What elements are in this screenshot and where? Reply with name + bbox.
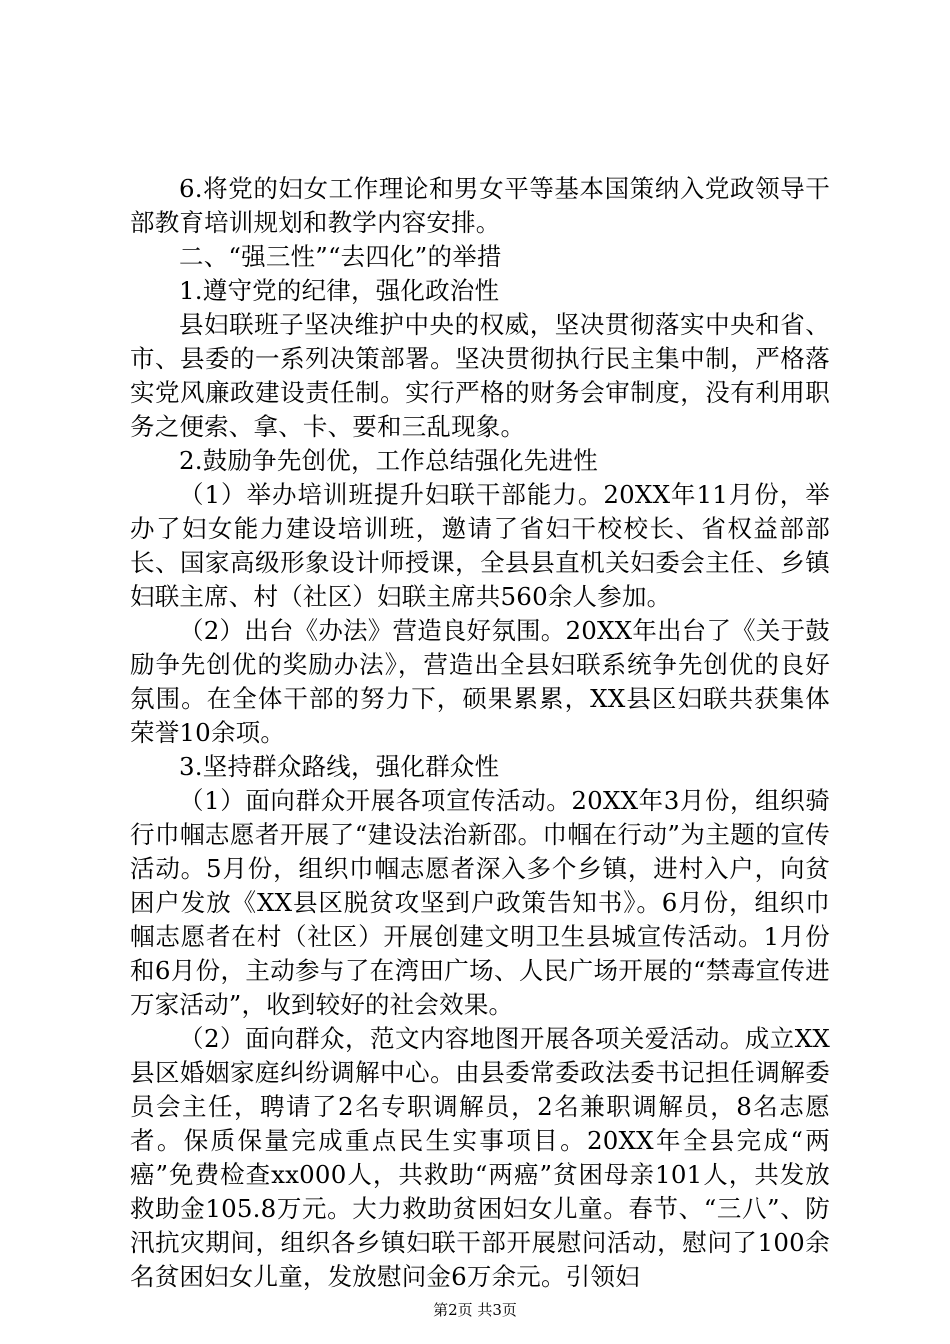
section-heading-2: 二、“强三性”“去四化”的举措 [179,242,502,271]
paragraph-publicity: （1）面向群众开展各项宣传活动。20XX年3月份，组织骑行巾帼志愿者开展了“建设法治新邵。巾帼在行动”为主题的宣传活动。5月份，组织巾帼志愿者深入多个乡镇，进村入户，向贫困户发放《XX县区脱贫攻坚到户政策告知书》。6月份，组织巾帼志愿者在村（社区）开展创建文明卫生县城宣传活动。1月份和6月份，主动参与了在湾田广场、人民广场开展的“禁毒宣传进万家活动”，收到较好的社会效果。 [130,786,830,1019]
paragraph-discipline: 县妇联班子坚决维护中央的权威，坚决贯彻落实中央和省、市、县委的一系列决策部署。坚决贯彻执行民主集中制，严格落实党风廉政建设责任制。实行严格的财务会审制度，没有利用职务之便索、拿、卡、要和三乱现象。 [130,310,830,441]
document-body [130,172,830,1294]
subheading-2: 2.鼓励争先创优，工作总结强化先进性 [179,446,598,475]
subheading-1: 1.遵守党的纪律，强化政治性 [179,276,500,305]
paragraph-care-activities: （2）面向群众，范文内容地图开展各项关爱活动。成立XX县区婚姻家庭纠纷调解中心。由县委常委政法委书记担任调解委员会主任，聘请了2名专职调解员，2名兼职调解员，8名志愿者。保质保量完成重点民生实事项目。20XX年全县完成“两癌”免费检查xx000人，共救助“两癌”贫困母亲101人，共发放救助金105.8万元。大力救助贫困妇女儿童。春节、“三八”、防汛抗灾期间，组织各乡镇妇联干部开展慰问活动，慰问了100余名贫困妇女儿童，发放慰问金6万余元。引领妇 [130,1024,830,1291]
paragraph-measures: （2）出台《办法》营造良好氛围。20XX年出台了《关于鼓励争先创优的奖励办法》，营造出全县妇联系统争先创优的良好氛围。在全体干部的努力下，硕果累累，XX县区妇联共获集体荣誉10余项。 [130,616,830,747]
page-number: 第2页 共3页 [433,1301,517,1319]
subheading-3: 3.坚持群众路线，强化群众性 [179,752,500,781]
paragraph-training: （1）举办培训班提升妇联干部能力。20XX年11月份，举办了妇女能力建设培训班，邀请了省妇干校校长、省权益部部长、国家高级形象设计师授课，全县县直机关妇委会主任、乡镇妇联主席、村（社区）妇联主席共560余人参加。 [130,480,830,611]
page-footer [0,1300,950,1320]
paragraph-policy-item-6: 6.将党的妇女工作理论和男女平等基本国策纳入党政领导干部教育培训规划和教学内容安排。 [130,174,830,237]
